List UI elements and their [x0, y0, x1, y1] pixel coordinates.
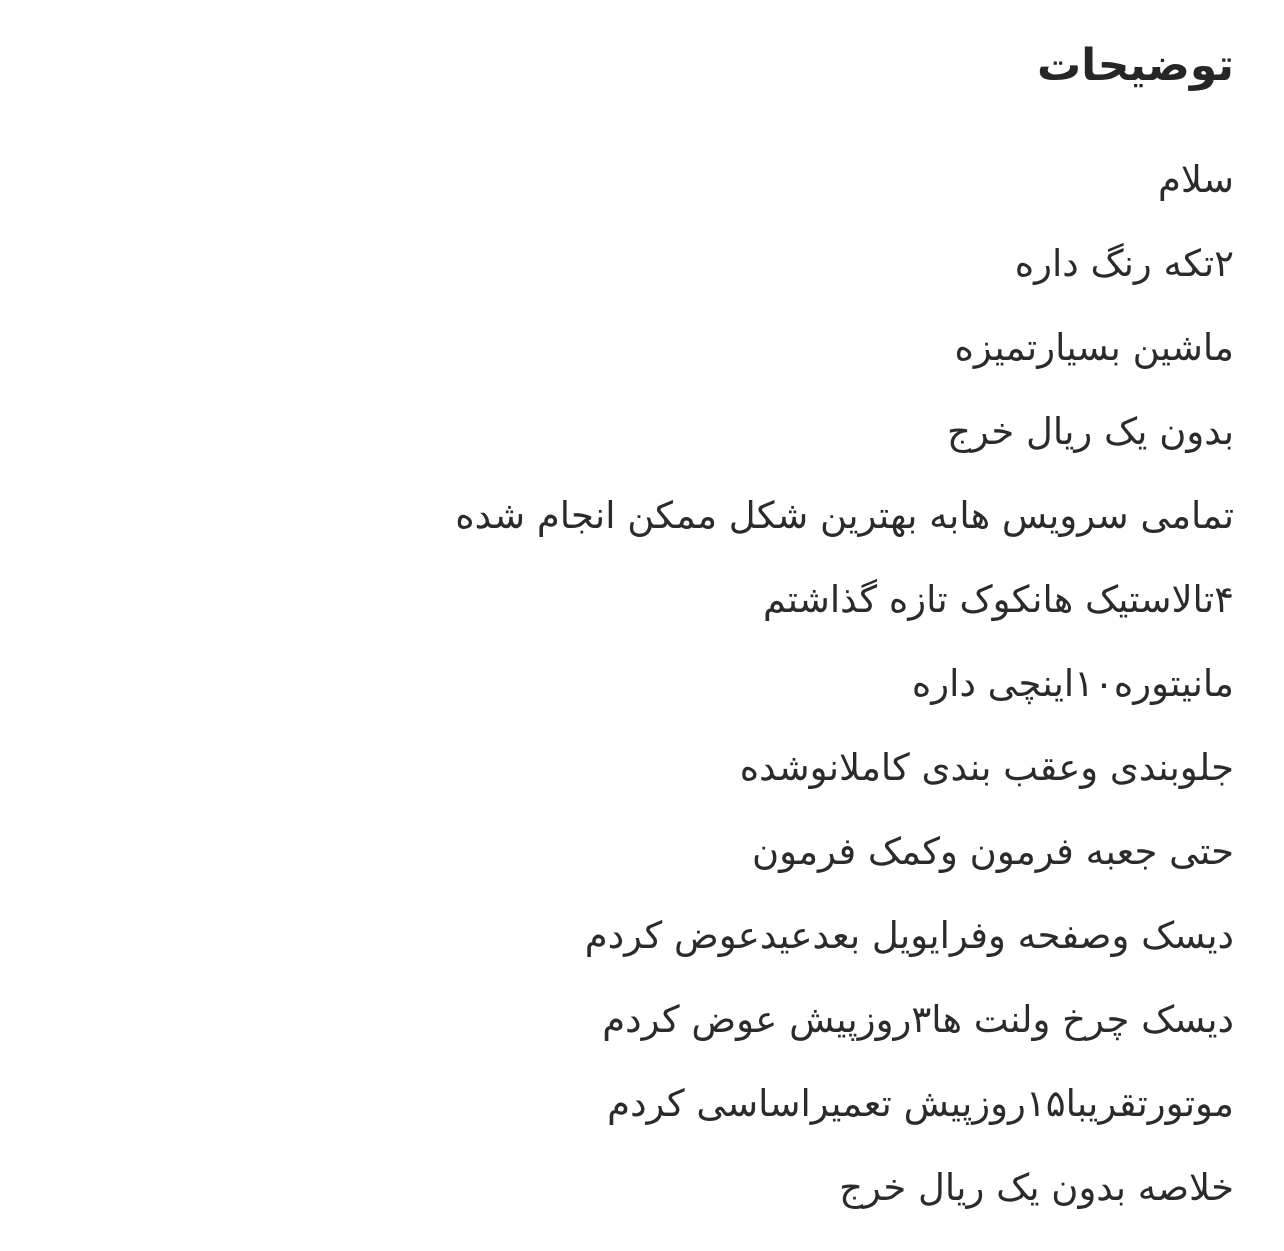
- description-line: تمامی سرویس هابه بهترین شکل ممکن انجام شده: [455, 494, 1234, 537]
- description-line: ۴تالاستیک هانکوک تازه گذاشتم: [763, 578, 1234, 621]
- description-line: دیسک چرخ ولنت ها۳روزپیش عوض کردم: [602, 998, 1234, 1041]
- description-line: ۲تکه رنگ داره: [1014, 242, 1234, 285]
- description-line: دیسک وصفحه وفرایویل بعدعیدعوض کردم: [584, 914, 1234, 957]
- description-list: [44, 150, 1234, 1242]
- description-line: مانیتوره۱۰اینچی داره: [911, 662, 1234, 705]
- description-line: موتورتقریبا۱۵روزپیش تعمیراساسی کردم: [607, 1082, 1234, 1125]
- description-line: جلوبندی وعقب بندی کاملانوشده: [739, 746, 1234, 789]
- description-line: حتی جعبه فرمون وکمک فرمون: [751, 830, 1234, 873]
- description-line: بدون یک ریال خرج: [947, 410, 1234, 453]
- description-line: خلاصه بدون یک ریال خرج: [839, 1166, 1234, 1209]
- description-line: ماشین بسیارتمیزه: [954, 326, 1234, 369]
- description-line: سلام: [1158, 158, 1234, 201]
- section-title: توضیحات: [1036, 40, 1234, 91]
